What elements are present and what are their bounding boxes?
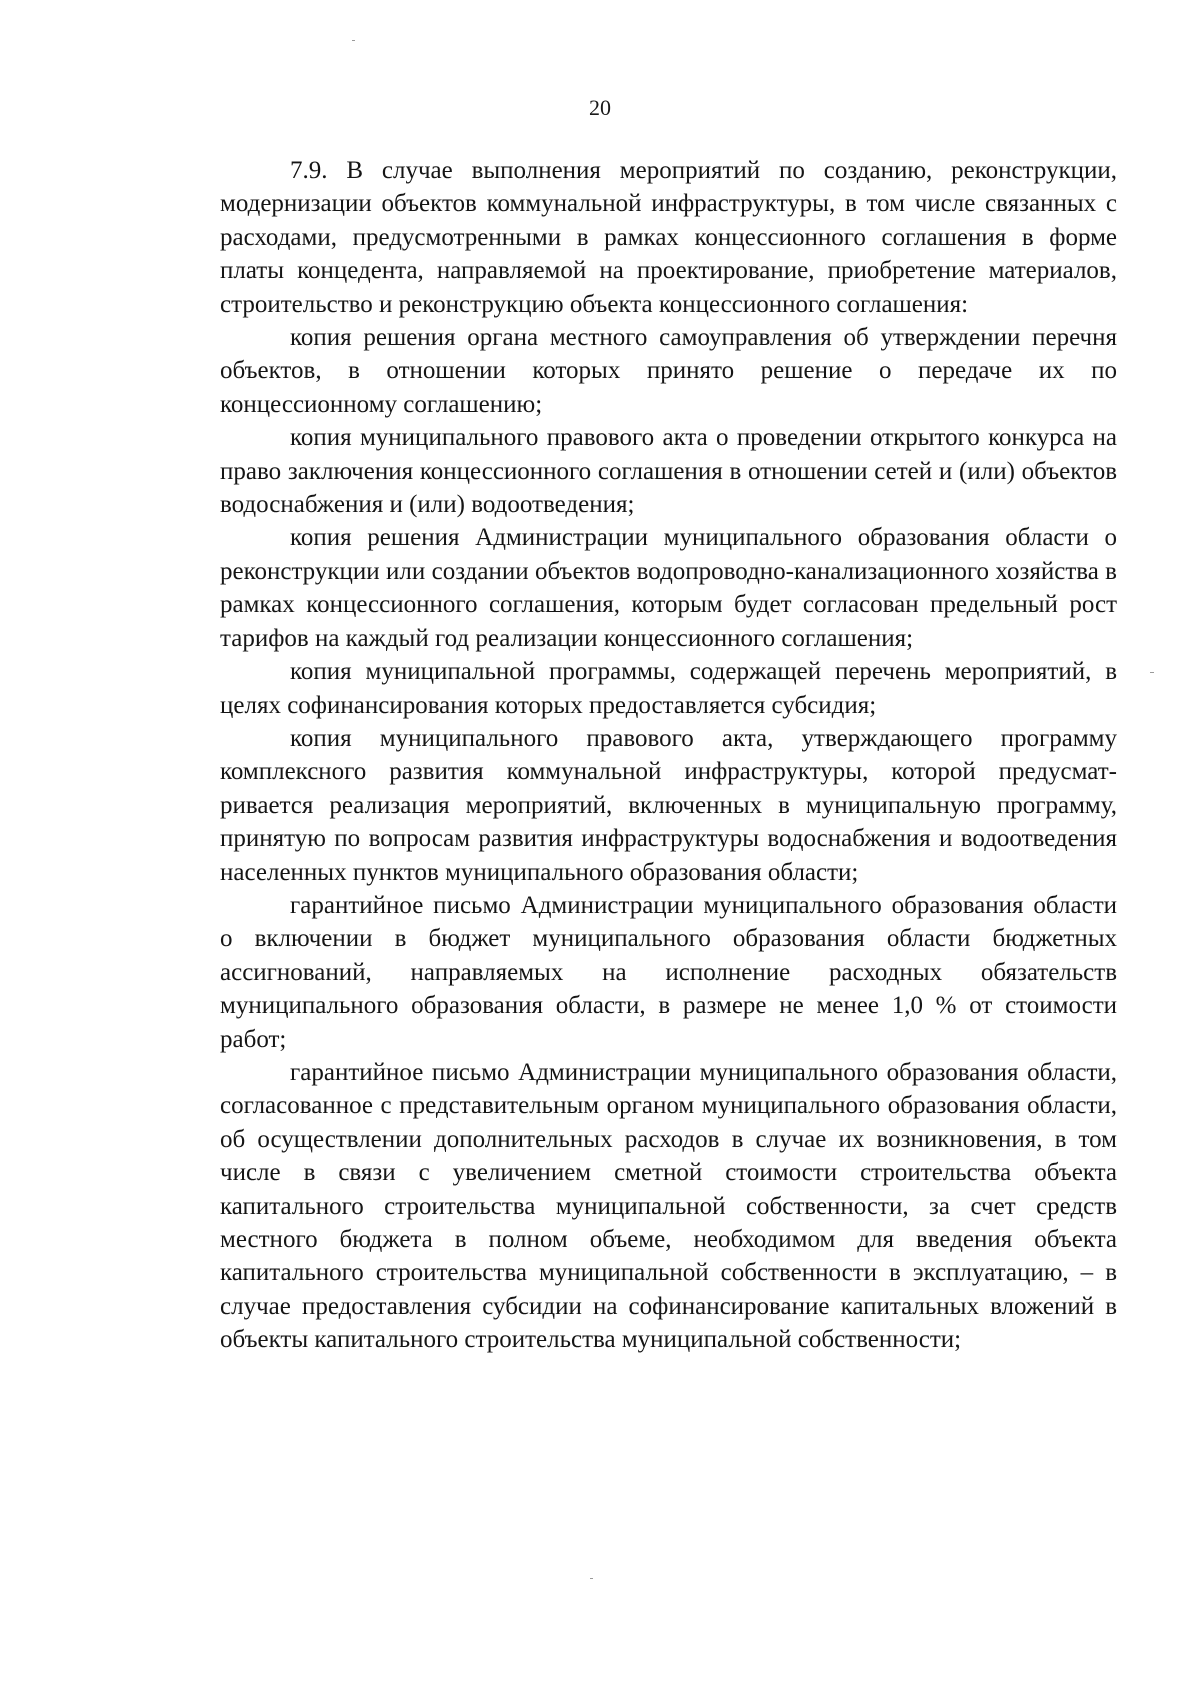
- paragraph-administration-decision-copy: копия решения Администрации муниципального образования области о реконструкции или создании объектов водопроводно-канализационного хозяйства в рамках концессионного соглашения, которым будет согласован предельный рост тарифов на каждый год реализации концессионного соглашения;: [220, 524, 1117, 652]
- scan-speck: [590, 1578, 593, 1579]
- document-body: [220, 154, 1117, 1357]
- paragraph-budget-guarantee-letter: гарантийное письмо Администрации муниципального образования области о включении в бюджет муниципального образования области бюджетных ассигнований, направляемых на исполнение расходных обязательств муниципального образования области, в размере не менее 1,0 % от стоимости работ;: [220, 891, 1117, 1053]
- paragraph-tender-act-copy: копия муниципального правового акта о проведении открытого конкурса на право заключения концессионного соглашения в отношении сетей и (или) объектов водоснабжения и (или) водоотведения;: [220, 424, 1117, 519]
- scan-speck: [352, 40, 355, 41]
- paragraph-municipal-program-copy: копия муниципальной программы, содержащей перечень мероприятий, в целях софинансирования которых предоставляется субсидия;: [220, 658, 1117, 719]
- paragraph-7-9-intro: 7.9. В случае выполнения мероприятий по созданию, реконструкции, модернизации объектов коммунальной инфраструктуры, в том числе связанных с расходами, предусмотренными в рамках концессионного соглашения в форме платы концедента, направляемой на проектирование, приобретение материалов, строительство и реконструкцию объекта концессионного соглашения:: [220, 157, 1117, 318]
- scan-speck: [1150, 672, 1154, 673]
- paragraph-additional-costs-guarantee-letter: гарантийное письмо Администрации муниципального образования области, согласованное с представительным органом муниципального образования области, об осуществлении дополнительных расходов в случае их возникновения, в том числе в связи с увеличением сметной стоимости строительства объекта капитального строительства муниципальной собственности, за счет средств местного бюджета в полном объеме, необходимом для введения объекта капитального строительства муниципальной собственности в эксплуатацию, – в случае предоставления субсидии на софинансирование капитальных вложений в объекты капитального строительства муниципальной собственности;: [220, 1058, 1117, 1354]
- page-number: 20: [589, 95, 611, 120]
- paragraph-development-program-copy: копия муниципального правового акта, утверждающего программу комплексного развития коммунальной инфраструктуры, которой предусматривается реализация мероприятий, включенных в муниципальную программу, принятую по вопросам развития инфраструктуры водоснабжения и водоотведения населенных пунктов муниципального образования области;: [220, 724, 1117, 886]
- paragraph-decision-copy: копия решения органа местного самоуправления об утверждении перечня объектов, в отношении которых принято решение о передаче их по концессионному соглашению;: [220, 324, 1117, 418]
